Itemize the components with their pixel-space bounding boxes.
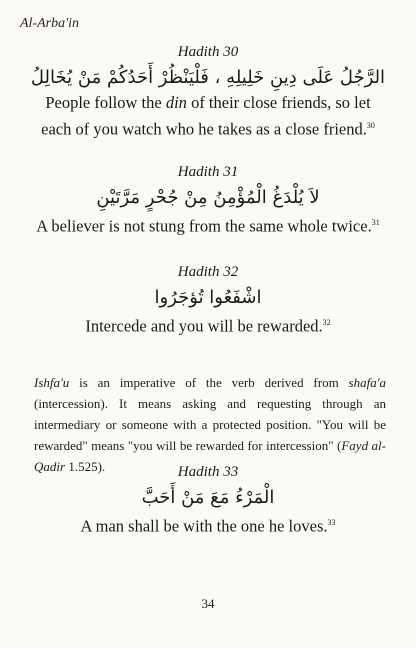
footnote-ref: 30 [366, 121, 375, 130]
hadith-title: Hadith 32 [177, 264, 239, 280]
running-head: Al-Arba'in [20, 16, 79, 31]
page-number: 34 [201, 596, 215, 611]
translation [0, 211, 416, 238]
footnote-ref: 32 [322, 318, 331, 327]
arabic-text: الْمَرْءُ مَعَ مَنْ أَحَبَّ [141, 487, 275, 508]
hadith-32 [0, 264, 416, 338]
translation-term: din [165, 93, 187, 112]
footnote-ref: 31 [371, 218, 380, 227]
translation-text: of their close friends, so let each of you watch who he takes as a close friend. [41, 93, 371, 139]
commentary-text: (intercession). It means asking and requesting through an intermediary or someone with a protected position. "You will be rewarded" means "you will be rewarded for intercession" ( [34, 396, 386, 453]
translation-text: A man shall be with the one he loves. [80, 516, 328, 536]
hadith-title: Hadith 30 [177, 44, 239, 60]
commentary-paragraph [34, 372, 386, 477]
translation-text: Intercede and you will be rewarded. [85, 316, 323, 336]
commentary-term: Ishfa'u [34, 375, 70, 390]
hadith-title: Hadith 33 [177, 464, 239, 480]
footnote-ref: 33 [327, 518, 336, 527]
translation [0, 311, 416, 338]
arabic-text: لاَ يُلْدَغُ الْمُؤْمِنُ مِنْ جُحْرٍ مَرَّتَيْنِ [96, 187, 320, 208]
commentary-term: shafa'a [348, 375, 386, 390]
hadith-title: Hadith 31 [177, 164, 239, 180]
translation-text: A believer is not stung from the same whole twice. [36, 216, 372, 236]
translation [0, 91, 416, 141]
translation [0, 511, 416, 538]
arabic-text: الرَّجُلُ عَلَى دِينِ خَلِيلِهِ ، فَلْيَنْظُرْ أَحَدُكُمْ مَنْ يُخَالِلُ [30, 67, 386, 88]
arabic-text: اشْفَعُوا تُؤجَرُوا [154, 287, 262, 308]
commentary-text: 1.525). [65, 459, 106, 474]
source-title: Fayd al-Qadir [34, 438, 387, 474]
hadith-33 [0, 464, 416, 538]
commentary-text: is an imperative of the verb derived from [69, 375, 349, 390]
hadith-30 [0, 44, 416, 141]
hadith-31 [0, 164, 416, 238]
translation-text: People follow the [45, 93, 166, 112]
